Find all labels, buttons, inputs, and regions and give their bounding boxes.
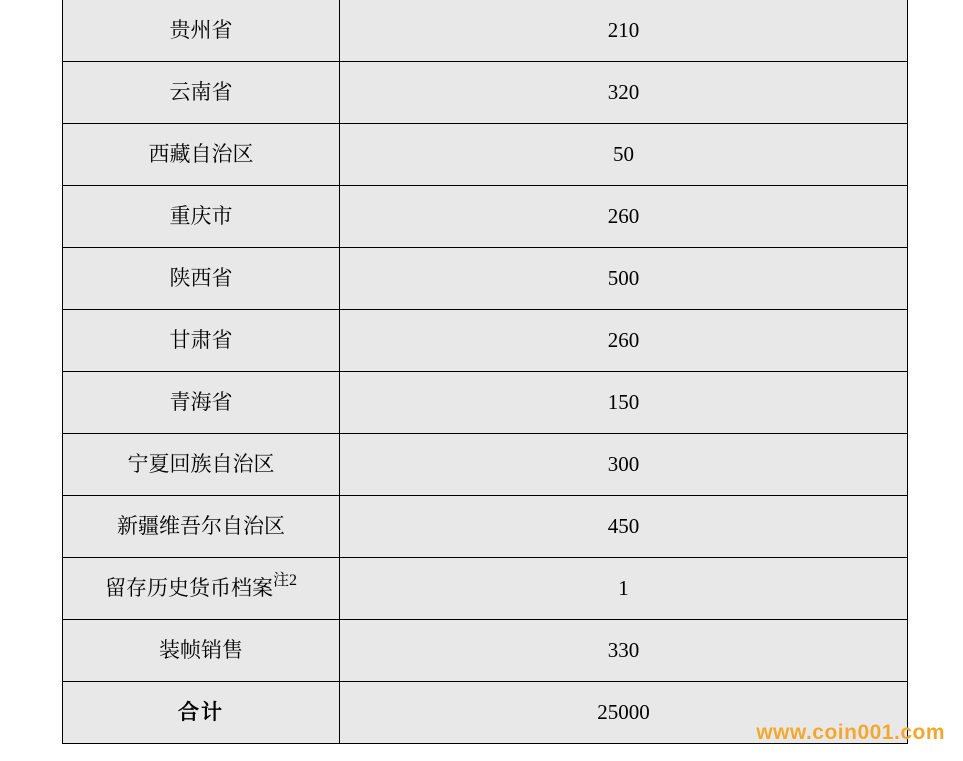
region-label: 新疆维吾尔自治区: [117, 514, 285, 539]
region-label: 云南省: [169, 80, 233, 105]
table-row: [63, 248, 908, 310]
amount-cell: 330: [340, 620, 908, 682]
table-row: [63, 372, 908, 434]
watermark: www.coin001.com: [756, 721, 945, 744]
region-label: 陕西省: [169, 266, 233, 291]
region-label: 青海省: [169, 390, 233, 415]
table-row: [63, 558, 908, 620]
region-label: 装帧销售: [159, 638, 243, 663]
region-cell: [63, 62, 340, 124]
amount-cell: 320: [340, 62, 908, 124]
region-label: 宁夏回族自治区: [127, 452, 275, 477]
table-row: [63, 434, 908, 496]
region-cell: [63, 248, 340, 310]
total-label: 合计: [178, 700, 224, 725]
total-label-cell: [63, 682, 340, 744]
region-label: 甘肃省: [169, 328, 233, 353]
amount-cell: 210: [340, 0, 908, 62]
region-label: 贵州省: [169, 18, 233, 43]
table-row: [63, 62, 908, 124]
table-row: [63, 0, 908, 62]
amount-cell: 500: [340, 248, 908, 310]
amount-cell: 150: [340, 372, 908, 434]
table-row: [63, 310, 908, 372]
table-row: [63, 124, 908, 186]
region-cell: [63, 620, 340, 682]
table-body: [63, 0, 908, 744]
total-amount-cell: 25000: [340, 682, 908, 744]
region-cell: [63, 310, 340, 372]
region-cell: [63, 0, 340, 62]
region-label: 重庆市: [169, 204, 233, 229]
table-row: [63, 186, 908, 248]
region-label: 西藏自治区: [148, 142, 254, 167]
region-cell: [63, 496, 340, 558]
allocation-table: [62, 0, 908, 744]
amount-cell: 1: [340, 558, 908, 620]
region-cell: [63, 558, 340, 620]
amount-cell: 50: [340, 124, 908, 186]
table-row: [63, 496, 908, 558]
table-row: [63, 620, 908, 682]
amount-cell: 260: [340, 186, 908, 248]
amount-cell: 300: [340, 434, 908, 496]
amount-cell: 450: [340, 496, 908, 558]
region-cell: [63, 124, 340, 186]
region-label: 留存历史货币档案: [104, 576, 273, 601]
amount-cell: 260: [340, 310, 908, 372]
region-cell: [63, 434, 340, 496]
footnote-marker: 注2: [272, 572, 297, 590]
region-cell: [63, 186, 340, 248]
region-cell: [63, 372, 340, 434]
